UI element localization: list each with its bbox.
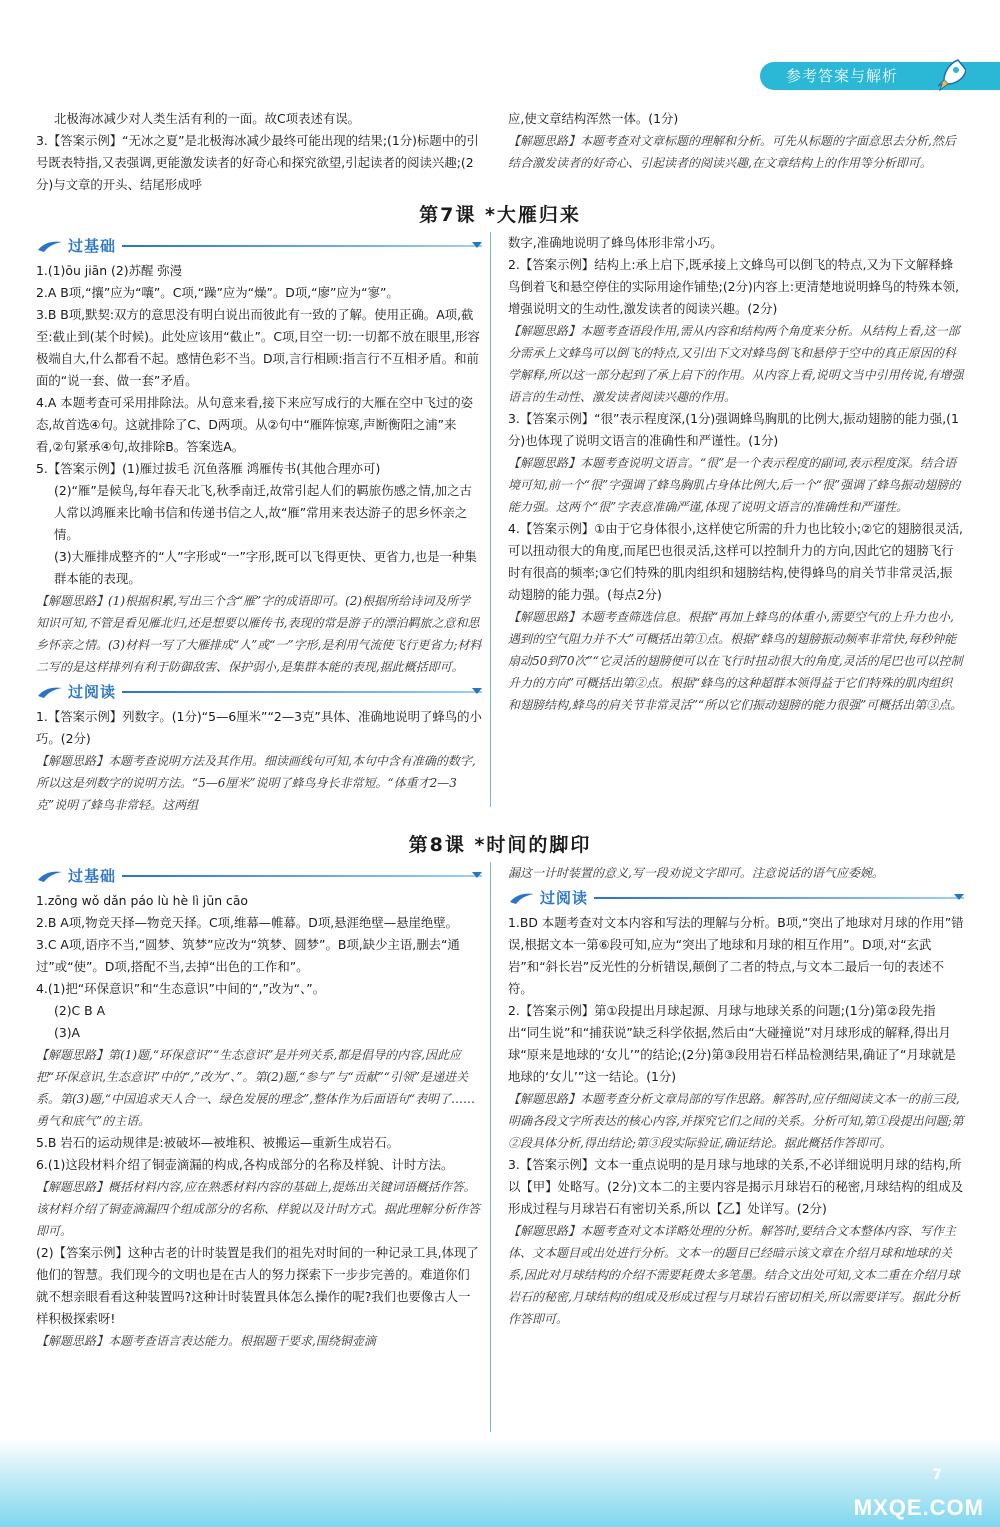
answer-item: 1.(1)ōu jiān (2)苏醒 弥漫: [36, 263, 183, 278]
section-header-reading: [508, 886, 964, 910]
answer-item: 2.【答案示例】结构上:承上启下,既承接上文蜂鸟可以倒飞的特点,又为下文解释蜂鸟倒着飞和悬空停住的实际用途作铺垫;(2分)内容上:更清楚地说明蜂鸟的特殊本领,增强说明文的生动性,激发读者的阅读兴趣。(2分): [508, 257, 960, 316]
answer-item: 3.B B项,默契:双方的意思没有明白说出而彼此有一致的了解。使用正确。A项,截至:截止到(某个时候)。此处应该用“截止”。C项,目空一切:一切都不放在眼里,形容极端自大,什么都看不起。感情色彩不当。D项,言行相顾:指言行不互相矛盾。和前面的“说一套、做一套”矛盾。: [36, 307, 480, 388]
top-right-column: [508, 108, 964, 174]
answer-item: 6.(1)这段材料介绍了铜壶滴漏的构成,各构成部分的名称及样貌、计时方法。: [36, 1157, 454, 1172]
analysis-text: 【解题思路】第(1)题,“环保意识”“生态意识”是并列关系,都是倡导的内容,因此应把“环保意识,生态意识”中的“,”改为“、”。第(2)题,“参与”与“贡献”“引领”是递进关系。第(3)题,“中国追求天人合一、绿色发展的理念”,整体作为后面语句“表明了……勇气和底气”的主语。: [36, 1048, 476, 1128]
answer-item: 4.A 本题考查可采用排除法。从句意来看,接下来应写成行的大雁在空中飞过的姿态,故首选④句。这就排除了C、D两项。从②句中“雁阵惊寒,声断衡阳之浦”来看,②句紧承④句,故排除B。答案选A。: [36, 395, 474, 454]
section-label: 过基础: [68, 237, 117, 255]
analysis-text: 【解题思路】概括材料内容,应在熟悉材料内容的基础上,提炼出关键词语概括作答。该材料介绍了铜壶滴漏四个组成部分的名称、样貌以及计时方式。据此理解分析作答即可。: [36, 1180, 481, 1238]
analysis-text: 【解题思路】本题考查对文章标题的理解和分析。可先从标题的字面意思去分析,然后结合激发读者的好奇心、引起读者的阅读兴趣,在文章结构上的作用等分析即可。: [508, 134, 956, 170]
answer-item: 2.A B项,“攘”应为“嚷”。C项,“躁”应为“燥”。D项,“廖”应为“寥”。: [36, 285, 399, 300]
swoosh-icon: [36, 684, 64, 700]
analysis-text: 【解题思路】本题考查说明文语言。“很”是一个表示程度的副词,表示程度深。结合语境可知,前一个“很”字强调了蜂鸟胸肌占身体比例大,后一个“很”强调了蜂鸟振动翅膀的能力强。这两个“很”字表意准确严谨,体现了说明文语言的准确性和严谨性。: [508, 456, 961, 514]
answer-item: (2)【答案示例】这种古老的计时装置是我们的祖先对时间的一种记录工具,体现了他们的智慧。我们现今的文明也是在古人的努力探索下一步步完善的。难道你们就不想亲眼看看这种装置吗?这种计时装置具体怎么操作的呢?我们也要像古人一样积极探索呀!: [36, 1245, 479, 1326]
answer-item: 2.【答案示例】第①段提出月球起源、月球与地球关系的问题;(1分)第②段先指出“同生说”和“捕获说”缺乏科学依据,然后由“大碰撞说”对月球形成的解释,得出月球“原来是地球的‘女儿’”的结论;(2分)第③段用岩石样品检测结果,确证了“月球就是地球的‘女儿’”这一结论。(1分): [508, 1003, 957, 1084]
brand-tag: 参考答案与解析: [760, 62, 1000, 90]
analysis-text: 漏这一计时装置的意义,写一段劝说文字即可。注意说话的语气应委婉。: [508, 866, 884, 880]
text-line: 应,使文章结构浑然一体。(1分): [508, 111, 679, 126]
analysis-text: 【解题思路】本题考查语言表达能力。根据题干要求,围绕铜壶滴: [36, 1334, 376, 1348]
section-rule: [122, 691, 482, 693]
lesson-8-title: 第8课 *时间的脚印: [408, 834, 592, 856]
lesson-8-left-column: [36, 862, 482, 1352]
lesson-7-title: 第7课 *大雁归来: [419, 204, 581, 226]
text-line: 数字,准确地说明了蜂鸟体形非常小巧。: [508, 235, 723, 250]
column-divider: [490, 232, 491, 807]
top-left-column: [36, 108, 482, 196]
analysis-text: 【解题思路】本题考查语段作用,需从内容和结构两个角度来分析。从结构上看,这一部分需承上文蜂鸟可以倒飞的特点,又引出下文对蜂鸟倒飞和悬停于空中的真正原因的科学解释,所以这一部分起到了承上启下的作用。从内容上看,说明文当中引用传说,有增强语言的生动性、激发读者阅读兴趣的作用。: [508, 324, 964, 404]
section-rule: [122, 875, 482, 877]
answer-item: 4.(1)把“环保意识”和“生态意识”中间的“,”改为“、”。: [36, 981, 326, 996]
watermark-logo: MXQE.COM: [853, 1495, 984, 1520]
lesson-7-left-column: [36, 232, 482, 816]
answer-item: 3.C A项,语序不当,“圆梦、筑梦”应改为“筑梦、圆梦”。B项,缺少主语,删去“通过”或“使”。D项,搭配不当,去掉“出色的工作和”。: [36, 937, 460, 974]
answer-item: 5.【答案示例】(1)雁过拔毛 沉鱼落雁 鸿雁传书(其他合理亦可): [36, 461, 381, 476]
answer-item: 3.【答案示例】“很”表示程度深,(1分)强调蜂鸟胸肌的比例大,振动翅膀的能力强,(1分)也体现了说明文语言的准确性和严谨性。(1分): [508, 411, 959, 448]
answer-item: 1.BD 本题考查对文本内容和写法的理解与分析。B项,“突出了地球对月球的作用”错误,根据文本一第⑥段可知,应为“突出了地球和月球的相互作用”。D项,对“玄武岩”和“斜长岩”反光性的分析错误,颠倒了二者的特点,与文本二最后一句的表述不符。: [508, 915, 964, 996]
section-rule: [122, 245, 482, 247]
analysis-text: 【解题思路】(1)根据积累,写出三个含“雁”字的成语即可。(2)根据所给诗词及所学知识可知,不管是看见雁北归,还是想要以雁传书,表现的常是游子的漂泊羁旅之意和思乡怀亲之情。(3)材料一写了大雁排成“人”或“一”字形,是利用气流使飞行更省力;材料二写的是这样排列有利于防御敌害、保护弱小,是集群本能的表现,据此概括即可。: [36, 594, 482, 674]
page-number: 7: [932, 1467, 942, 1483]
answer-item: 1.【答案示例】列数字。(1分)“5—6厘米”“2—3克”具体、准确地说明了蜂鸟的小巧。(2分): [36, 709, 482, 746]
section-label: 过阅读: [540, 889, 589, 907]
answer-item: (3)A: [54, 1025, 81, 1040]
answer-item: (3)大雁排成整齐的“人”字形或“一”字形,既可以飞得更快、更省力,也是一种集群本能的表现。: [54, 549, 477, 586]
analysis-text: 【解题思路】本题考查筛选信息。根据“再加上蜂鸟的体重小,需要空气的上升力也小,遇到的空气阻力并不大”可概括出第①点。根据“蜂鸟的翅膀振动频率非常快,每秒钟能扇动50到70次”“它灵活的翅膀便可以在飞行时扭动很大的角度,灵活的尾巴也可以控制升力的方向”可概括出第②点。根据“蜂鸟的这种超群本领得益于它们特殊的肌肉组织和翅膀结构,蜂鸟的肩关节非常灵活”“所以它们振动翅膀的能力很强”可概括出第③点。: [508, 610, 963, 712]
answer-item: 2.B A项,物竞天择—物竞天择。C项,维幕—帷幕。D项,悬涯绝壁—悬崖绝壁。: [36, 915, 459, 930]
section-rule: [594, 897, 964, 899]
analysis-text: 【解题思路】本题考查说明方法及其作用。细读画线句可知,本句中含有准确的数字,所以这是列数字的说明方法。“5—6厘米”说明了蜂鸟身长非常短。“体重才2—3克”说明了蜂鸟非常轻。这两组: [36, 754, 476, 812]
analysis-text: 【解题思路】本题考查分析文章局部的写作思路。解答时,应仔细阅读文本一的前三段,明确各段文字所表达的核心内容,并探究它们之间的关系。分析可知,第①段提出问题;第②段具体分析,得出结论;第③段实际验证,确证结论。据此概括作答即可。: [508, 1092, 964, 1150]
answer-item: 5.B 岩石的运动规律是:被破坏—被堆积、被搬运—重新生成岩石。: [36, 1135, 399, 1150]
answer-item: 3.【答案示例】“无冰之夏”是北极海冰减少最终可能出现的结果;(1分)标题中的引号既表特指,又表强调,更能激发读者的好奇心和探究欲望,引起读者的阅读兴趣;(2分)与文章的开头、结尾形成呼: [36, 133, 479, 192]
column-divider: [490, 862, 491, 1432]
analysis-text: 【解题思路】本题考查对文本详略处理的分析。解答时,要结合文本整体内容、写作主体、文本题目或出处进行分析。文本一的题目已经暗示该文章在介绍月球和地球的关系,因此对月球结构的介绍不需要耗费太多笔墨。结合文出处可知,文本二重在介绍月球岩石的秘密,月球结构的组成及形成过程与月球岩石密切相关,所以需要详写。据此分析作答即可。: [508, 1224, 960, 1326]
answer-item: 1.zōng wǒ dǎn páo lù hè lì jūn cāo: [36, 893, 248, 908]
footer-band: [0, 1439, 1000, 1527]
page-header: [0, 0, 1000, 98]
section-header-basics: [36, 234, 482, 258]
section-label: 过阅读: [68, 683, 117, 701]
swoosh-icon: [36, 868, 64, 884]
lesson-7-right-column: [508, 232, 964, 716]
rocket-icon: [936, 58, 966, 92]
swoosh-icon: [508, 890, 536, 906]
section-header-basics: [36, 864, 482, 888]
answer-item: 3.【答案示例】文本一重点说明的是月球与地球的关系,不必详细说明月球的结构,所以【甲】处略写。(2分)文本二的主要内容是揭示月球岩石的秘密,月球结构的组成及形成过程与月球岩石有密切关系,所以【乙】处详写。(2分): [508, 1157, 964, 1216]
section-label: 过基础: [68, 867, 117, 885]
answer-item: 4.【答案示例】①由于它身体很小,这样使它所需的升力也比较小;②它的翅膀很灵活,可以扭动很大的角度,而尾巴也很灵活,这样可以控制升力的方向,因此它的翅膀飞行时有很高的频率;③它们特殊的肌肉组织和翅膀结构,使得蜂鸟的肩关节非常灵活,振动翅膀的能力强。(每点2分): [508, 521, 963, 602]
answer-item: (2)C B A: [54, 1003, 106, 1018]
text-line: 北极海冰减少对人类生活有利的一面。故C项表述有误。: [54, 111, 361, 126]
lesson-8-right-column: [508, 862, 964, 1330]
section-header-reading: [36, 680, 482, 704]
answer-item: (2)“雁”是候鸟,每年春天北飞,秋季南迁,故常引起人们的羁旅伤感之情,加之古人常以鸿雁来比喻书信和传递书信之人,故“雁”常用来表达游子的思乡怀亲之情。: [54, 483, 472, 542]
swoosh-icon: [36, 238, 64, 254]
